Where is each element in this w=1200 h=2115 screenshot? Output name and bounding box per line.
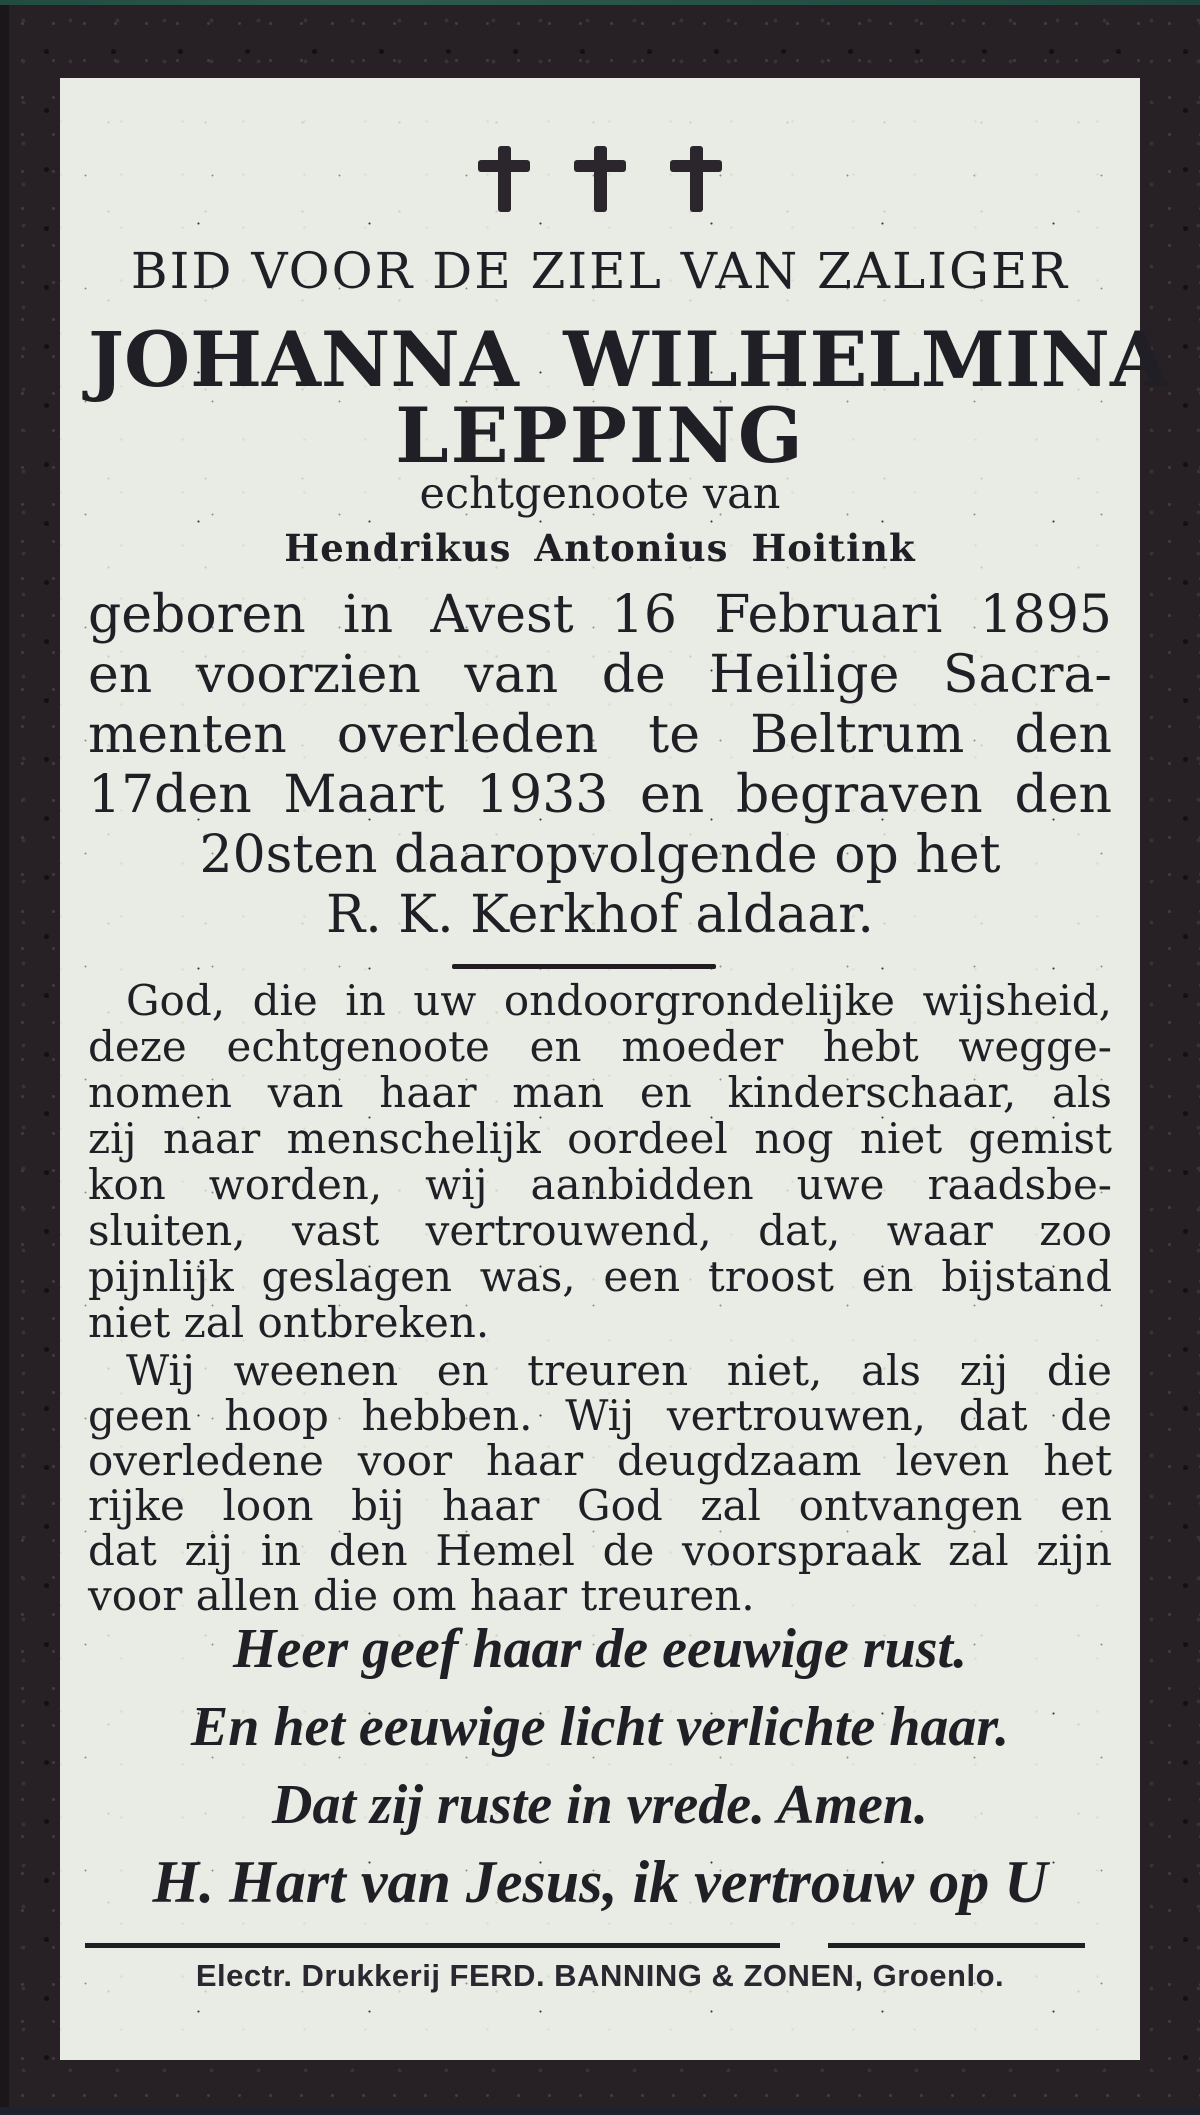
text-line: sluiten, vast vertrouwend, dat, waar zoo	[88, 1206, 1112, 1255]
text-line: nomen van haar man en kinderschaar, als	[88, 1068, 1112, 1117]
memorial-card	[60, 78, 1169, 2060]
scan-edge-top	[0, 0, 1200, 5]
text-line: deze echtgenoote en moeder hebt wegge-	[88, 1022, 1112, 1071]
text-line: dat zij in den Hemel de voorspraak zal zijn	[88, 1526, 1112, 1575]
text-line: Heer geef haar de eeuwige rust.	[232, 1618, 968, 1680]
text-line: zij naar menschelijk oordeel nog niet gemist	[88, 1114, 1112, 1163]
card-header: BID VOOR DE ZIEL VAN ZALIGER	[130, 242, 1070, 300]
deceased-name	[88, 315, 1169, 480]
prayer-paragraph-1	[88, 978, 1112, 1346]
text-line: voor allen die om haar treuren.	[88, 1571, 755, 1620]
text-line: 17den Maart 1933 en begraven den	[88, 765, 1112, 825]
deceased-name-line1: JOHANNA WILHELMINA	[88, 315, 1169, 404]
text-line: overledene voor haar deugdzaam leven het	[88, 1436, 1112, 1485]
scan-edge-bottom	[0, 2107, 1200, 2115]
final-invocation: H. Hart van Jesus, ik vertrouw op U	[152, 1849, 1048, 1915]
cross-icon	[670, 146, 722, 212]
separator-rule	[452, 964, 716, 969]
birth-death-block	[88, 585, 1112, 945]
prayer-paragraph-2	[88, 1348, 1112, 1618]
text-line: R. K. Kerkhof aldaar.	[326, 885, 874, 945]
cross-icon	[478, 146, 530, 212]
text-line: Dat zij ruste in vrede. Amen.	[272, 1774, 928, 1836]
text-line: pijnlijk geslagen was, een troost en bijstand	[88, 1252, 1112, 1301]
text-line: menten overleden te Beltrum den	[88, 705, 1112, 765]
text-line: rijke loon bij haar God zal ontvangen en	[88, 1481, 1112, 1530]
spouse-name: Hendrikus Antonius Hoitink	[284, 526, 916, 570]
text-line: niet zal ontbreken.	[88, 1298, 490, 1347]
cross-icon	[574, 146, 626, 212]
text-line: kon worden, wij aanbidden uwe raadsbe-	[88, 1160, 1112, 1209]
footer-rule-right	[828, 1943, 1085, 1948]
text-line: geen hoop hebben. Wij vertrouwen, dat de	[88, 1391, 1112, 1440]
text-line: Wij weenen en treuren niet, als zij die	[126, 1346, 1112, 1395]
text-line: 20sten daaropvolgende op het	[199, 825, 1001, 885]
invocation-lines	[88, 1610, 1112, 1844]
footer-rule-left	[85, 1943, 780, 1948]
text-line: geboren in Avest 16 Februari 1895	[88, 585, 1112, 645]
relation-label: echtgenoote van	[419, 469, 781, 519]
text-line: en voorzien van de Heilige Sacra-	[88, 645, 1112, 705]
text-line: En het eeuwige licht verlichte haar.	[190, 1696, 1010, 1758]
deceased-name-line2: LEPPING	[395, 391, 805, 480]
crosses-row	[88, 146, 1112, 212]
scan-edge-left	[0, 0, 9, 2115]
printer-credit: Electr. Drukkerij FERD. BANNING & ZONEN, Groenlo.	[195, 1958, 1005, 1993]
text-line: God, die in uw ondoorgrondelijke wijsheid,	[126, 976, 1112, 1025]
